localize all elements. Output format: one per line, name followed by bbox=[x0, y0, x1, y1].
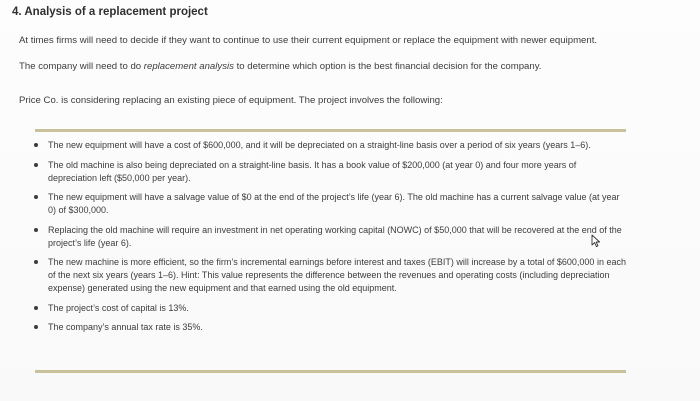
list-item bbox=[26, 224, 626, 250]
list-item-text: The old machine is also being depreciated on a straight-line basis. It has a book value of $200,000 (at year 0) and four more years of depreciation left ($50,000 per year). bbox=[48, 159, 577, 183]
list-item bbox=[26, 256, 626, 295]
list-item bbox=[26, 159, 626, 185]
list-item-text: The new equipment will have a cost of $600,000, and it will be depreciated on a straight-line basis over a period of six years (years 1–6). bbox=[48, 140, 591, 150]
intro-paragraph-1: At times firms will need to decide if they want to continue to use their current equipment or replace the equipment with newer equipment. bbox=[19, 35, 598, 46]
list-item-text: The new equipment will have a salvage value of $0 at the end of the project’s life (year 6). The old machine has a current salvage value (at year 0) of $300,000. bbox=[48, 192, 620, 215]
bullet-icon bbox=[34, 143, 38, 147]
list-item-text: The new machine is more efficient, so the firm’s incremental earnings before interest and taxes (EBIT) will increase by a total of $600,000 in each of the next six years (years 1–6). Hint: This value represents the difference between the revenues and operating costs (including depreciation expense) generated using the new equipment and that earned using the old equipment. bbox=[48, 257, 626, 293]
list-item bbox=[26, 302, 626, 315]
project-details-list bbox=[26, 139, 626, 341]
bullet-icon bbox=[34, 163, 38, 167]
section-heading: 4. Analysis of a replacement project bbox=[12, 6, 208, 18]
mouse-cursor-icon bbox=[590, 234, 604, 248]
replacement-analysis-emphasis: replacement analysis bbox=[143, 61, 234, 72]
bullet-icon bbox=[34, 260, 38, 264]
bullet-icon bbox=[34, 228, 38, 232]
top-divider bbox=[35, 129, 626, 132]
list-item bbox=[26, 321, 626, 334]
intro-paragraph-3: Price Co. is considering replacing an existing piece of equipment. The project involves the following: bbox=[19, 95, 443, 106]
bullet-icon bbox=[34, 195, 38, 199]
bullet-icon bbox=[34, 306, 38, 310]
bullet-icon bbox=[34, 325, 38, 329]
bottom-divider bbox=[35, 370, 626, 373]
intro-paragraph-2 bbox=[19, 61, 541, 73]
list-item-text: The project’s cost of capital is 13%. bbox=[48, 302, 189, 313]
list-item-text: Replacing the old machine will require an investment in net operating working capital (NOWC) of $50,000 that will be recovered at the end of the project’s life (year 6). bbox=[48, 224, 622, 248]
list-item bbox=[26, 139, 626, 152]
intro-paragraph-2-end: to determine which option is the best financial decision for the company. bbox=[233, 61, 542, 72]
intro-paragraph-2-start: The company will need to do bbox=[19, 61, 144, 72]
list-item-text: The company’s annual tax rate is 35%. bbox=[48, 322, 203, 332]
list-item bbox=[26, 191, 626, 217]
